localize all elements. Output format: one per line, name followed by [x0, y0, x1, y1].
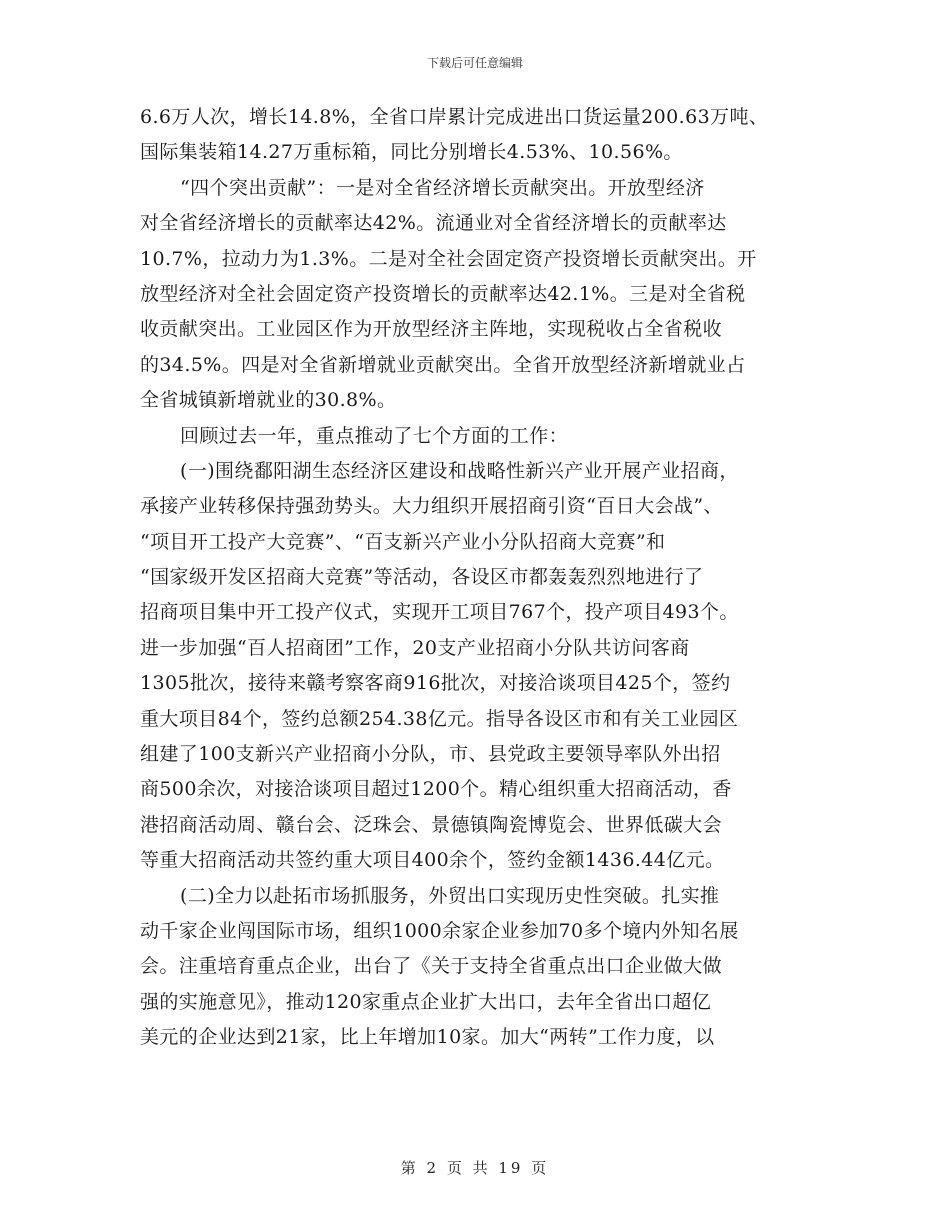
text-line: 重大项目84个，签约总额254.38亿元。指导各设区市和有关工业园区 — [140, 707, 739, 730]
page-footer: 第 2 页 共 19 页 — [400, 1159, 550, 1177]
text-line: 强的实施意见》，推动120家重点企业扩大出口，去年全省出口超亿 — [140, 990, 712, 1013]
text-line: 美元的企业达到21家，比上年增加10家。加大“两转”工作力度，以 — [140, 1026, 715, 1049]
text-line: 承接产业转移保持强劲势头。大力组织开展招商引资“百日大会战”、 — [140, 495, 723, 518]
text-line: 招商项目集中开工投产仪式，实现开工项目767个，投产项目493个。 — [140, 601, 739, 624]
paragraph-first-line: “四个突出贡献”：一是对全省经济增长贡献突出。开放型经济 — [180, 176, 705, 199]
document-body — [140, 100, 812, 1056]
paragraph-first-line: 回顾过去一年，重点推动了七个方面的工作： — [180, 424, 569, 447]
text-line: 对全省经济增长的贡献率达42%。流通业对全省经济增长的贡献率达 — [140, 212, 727, 235]
text-line: 国际集装箱14.27万重标箱，同比分别增长4.53%、10.56%。 — [140, 141, 683, 164]
text-line: 全省城镇新增就业的30.8%。 — [140, 389, 397, 412]
text-line: 1305批次，接待来赣考察客商916批次，对接洽谈项目425个，签约 — [140, 672, 731, 695]
text-line: 的34.5%。四是对全省新增就业贡献突出。全省开放型经济新增就业占 — [140, 353, 746, 376]
paragraph-first-line: (二)全力以赴拓市场抓服务，外贸出口实现历史性突破。扎实推 — [180, 884, 720, 907]
text-line: 港招商活动周、赣台会、泛珠会、景德镇陶瓷博览会、世界低碳大会 — [140, 813, 723, 836]
text-line: 商500余次，对接洽谈项目超过1200个。精心组织重大招商活动，香 — [140, 778, 732, 801]
text-line: 10.7%，拉动力为1.3%。二是对全社会固定资产投资增长贡献突出。开 — [140, 247, 757, 270]
text-line: “国家级开发区招商大竞赛”等活动，各设区市都轰轰烈烈地进行了 — [140, 566, 704, 589]
text-line: 动千家企业闯国际市场，组织1000余家企业参加70多个境内外知名展 — [140, 919, 739, 942]
text-line: 会。注重培育重点企业，出台了《关于支持全省重点出口企业做大做 — [140, 955, 723, 978]
paragraph-first-line: (一)围绕鄱阳湖生态经济区建设和战略性新兴产业开展产业招商， — [180, 459, 739, 482]
text-line: “项目开工投产大竞赛”、“百支新兴产业小分队招商大竞赛”和 — [140, 530, 666, 553]
text-line: 放型经济对全社会固定资产投资增长的贡献率达42.1%。三是对全省税 — [140, 282, 746, 305]
text-line: 等重大招商活动共签约重大项目400余个，签约金额1436.44亿元。 — [140, 849, 725, 872]
text-line: 进一步加强“百人招商团”工作，20支产业招商小分队共访问客商 — [140, 636, 690, 659]
text-line: 6.6万人次，增长14.8%，全省口岸累计完成进出口货运量200.63万吨、 — [140, 106, 769, 128]
text-line: 组建了100支新兴产业招商小分队，市、县党政主要领导率队外出招 — [140, 743, 721, 766]
text-line: 收贡献突出。工业园区作为开放型经济主阵地，实现税收占全省税收 — [140, 318, 723, 341]
page-header: 下载后可任意编辑 — [426, 56, 523, 70]
